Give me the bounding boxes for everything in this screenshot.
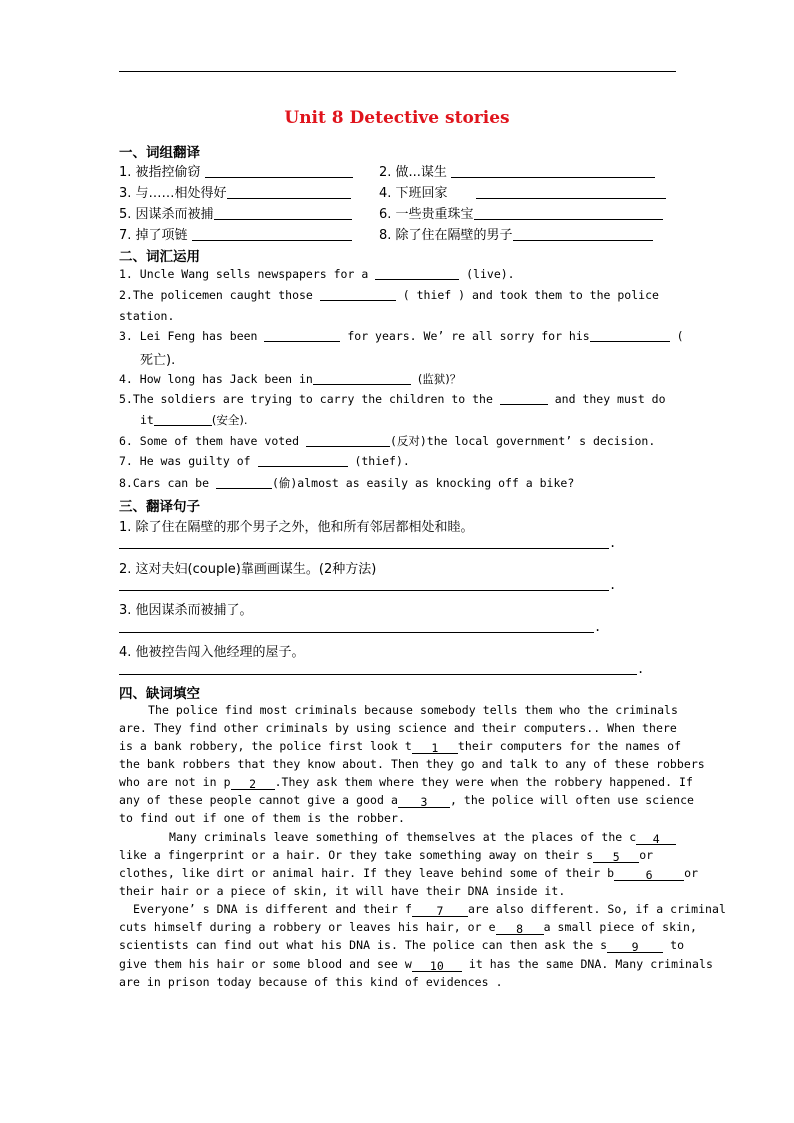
phrase-row-2 xyxy=(119,182,679,200)
passage-line: are in prison today because of this kind of evidences . xyxy=(119,975,503,989)
phrase-row-3 xyxy=(119,203,679,221)
passage-text: any of these people cannot give a good a xyxy=(119,793,398,807)
phrase-item xyxy=(379,182,666,201)
section-heading-vocabulary: 二、词汇运用 xyxy=(119,249,200,265)
passage-text: it has the same DNA. Many criminals xyxy=(468,957,713,971)
phrase-row-4 xyxy=(119,224,679,242)
question-text: ( xyxy=(676,329,684,343)
question-text: 6. Some of them have voted xyxy=(119,434,300,448)
question-text: 1. Uncle Wang sells newspapers for a xyxy=(119,267,369,281)
passage-text: like a fingerprint or a hair. Or they take something away on their s xyxy=(119,848,594,862)
passage-line xyxy=(119,775,693,790)
answer-blank[interactable] xyxy=(154,413,212,426)
question-text: station. xyxy=(119,309,175,323)
answer-blank[interactable] xyxy=(375,267,459,280)
passage-line xyxy=(169,830,676,845)
phrase-item xyxy=(379,203,663,222)
cloze-blank-2[interactable]: 2 xyxy=(231,777,275,790)
phrase-label: 4. 下班回家 xyxy=(379,186,448,201)
passage-line xyxy=(119,938,684,953)
translation-question-1: 1. 除了住在隔壁的那个男子之外，他和所有邻居都相处和睦。 xyxy=(119,520,474,535)
question-text: 2.The policemen caught those xyxy=(119,288,313,302)
translation-answer-line[interactable] xyxy=(119,590,609,591)
cloze-blank-7[interactable]: 7 xyxy=(412,904,468,917)
phrase-label: 2. 做...谋生 xyxy=(379,165,447,180)
phrase-row-1 xyxy=(119,161,679,179)
vocab-question-4 xyxy=(119,371,461,387)
question-text: 死亡). xyxy=(140,353,176,368)
phrase-item xyxy=(119,224,352,243)
vocab-question-5-cont xyxy=(140,412,248,428)
answer-blank[interactable] xyxy=(227,186,351,199)
question-text: (live). xyxy=(466,267,515,281)
question-text: 8.Cars can be xyxy=(119,476,210,490)
phrase-label: 8. 除了住在隔壁的男子 xyxy=(379,228,513,243)
passage-text: to xyxy=(670,938,685,952)
period: . xyxy=(609,578,617,592)
passage-line xyxy=(119,920,697,935)
passage-line: to find out if one of them is the robber. xyxy=(119,811,405,825)
phrase-label: 5. 因谋杀而被捕 xyxy=(119,207,214,222)
cloze-blank-9[interactable]: 9 xyxy=(607,940,663,953)
page-title: Unit 8 Detective stories xyxy=(284,108,510,128)
question-text: ( thief ) and took them to the police xyxy=(402,288,659,302)
question-text: for years. We’ re all sorry for his xyxy=(347,329,590,343)
vocab-question-2 xyxy=(119,288,659,302)
passage-text: a small piece of skin, xyxy=(543,920,697,934)
section-heading-sentence-translation: 三、翻译句子 xyxy=(119,499,200,515)
passage-text: is a bank robbery, the police first look t xyxy=(119,739,412,753)
passage-text: Many criminals leave something of themselves at the places of the c xyxy=(169,830,637,844)
answer-blank[interactable] xyxy=(320,288,396,301)
question-text: it xyxy=(140,413,154,427)
translation-question-4: 4. 他被控告闯入他经理的屋子。 xyxy=(119,645,305,660)
passage-text: or xyxy=(639,848,654,862)
answer-blank[interactable] xyxy=(313,372,411,385)
question-text: and they must do xyxy=(554,392,666,406)
cloze-blank-1[interactable]: 1 xyxy=(412,741,458,754)
cloze-blank-3[interactable]: 3 xyxy=(398,795,450,808)
passage-text: , the police will often use science xyxy=(449,793,695,807)
section-heading-cloze: 四、缺词填空 xyxy=(119,686,200,702)
passage-text: Everyone’ s DNA is different and their f xyxy=(133,902,412,916)
question-text: (偷)almost as easily as knocking off a bike? xyxy=(271,476,575,490)
passage-line xyxy=(119,866,698,881)
answer-blank[interactable] xyxy=(214,207,352,220)
vocab-question-1 xyxy=(119,267,515,281)
passage-text: or xyxy=(684,866,699,880)
question-text: 3. Lei Feng has been xyxy=(119,329,258,343)
translation-answer-line[interactable] xyxy=(119,632,594,633)
phrase-item xyxy=(119,203,352,222)
question-text: 7. He was guilty of xyxy=(119,454,251,468)
phrase-label: 6. 一些贵重珠宝 xyxy=(379,207,474,222)
vocab-question-7 xyxy=(119,454,410,468)
period: . xyxy=(594,620,602,634)
phrase-item xyxy=(379,224,653,243)
phrase-item xyxy=(379,161,655,180)
passage-line xyxy=(119,848,653,863)
phrase-item xyxy=(119,161,353,180)
cloze-blank-8[interactable]: 8 xyxy=(496,922,544,935)
header-rule xyxy=(119,71,676,72)
cloze-blank-6[interactable]: 6 xyxy=(614,868,684,881)
passage-text: are also different. So, if a criminal xyxy=(467,902,726,916)
passage-text: cuts himself during a robbery or leaves his hair, or e xyxy=(119,920,496,934)
cloze-blank-5[interactable]: 5 xyxy=(593,850,639,863)
phrase-item xyxy=(119,182,351,201)
passage-line xyxy=(119,957,713,972)
period: . xyxy=(609,536,617,550)
passage-text: clothes, like dirt or animal hair. If they leave behind some of their b xyxy=(119,866,615,880)
translation-answer-line[interactable] xyxy=(119,674,637,675)
answer-blank[interactable] xyxy=(306,434,390,447)
vocab-question-5 xyxy=(119,392,666,406)
translation-answer-line[interactable] xyxy=(119,548,609,549)
passage-text: who are not in p xyxy=(119,775,231,789)
question-text: 5.The soldiers are trying to carry the children to the xyxy=(119,392,493,406)
passage-line: the bank robbers that they know about. Then they go and talk to any of these robbers xyxy=(119,757,705,771)
translation-question-2: 2. 这对夫妇(couple)靠画画谋生。(2种方法) xyxy=(119,562,377,577)
passage-text: give them his hair or some blood and see w xyxy=(119,957,412,971)
vocab-question-6 xyxy=(119,433,655,449)
passage-line xyxy=(119,739,681,754)
question-text: 4. How long has Jack been in xyxy=(119,372,313,386)
period: . xyxy=(637,662,645,676)
translation-question-3: 3. 他因谋杀而被捕了。 xyxy=(119,603,253,618)
answer-blank[interactable] xyxy=(264,329,340,342)
answer-blank[interactable] xyxy=(451,165,655,178)
passage-text: .They ask them where they were when the robbery happened. If xyxy=(274,775,693,789)
passage-line: their hair or a piece of skin, it will have their DNA inside it. xyxy=(119,884,566,898)
question-text: (thief). xyxy=(354,454,410,468)
passage-line: The police find most criminals because somebody tells them who the criminals xyxy=(148,703,678,717)
passage-line xyxy=(119,793,694,808)
question-text: (反对)the local government’ s decision. xyxy=(389,434,656,448)
question-text: (监狱)？ xyxy=(417,372,462,386)
question-text: (安全). xyxy=(211,413,248,427)
cloze-blank-10[interactable]: 10 xyxy=(412,959,462,972)
passage-text: their computers for the names of xyxy=(457,739,682,753)
phrase-label: 3. 与……相处得好 xyxy=(119,186,227,201)
answer-blank[interactable] xyxy=(216,476,272,489)
phrase-label: 1. 被指控偷窃 xyxy=(119,165,201,180)
section-heading-phrase-translation: 一、词组翻译 xyxy=(119,145,200,161)
answer-blank[interactable] xyxy=(205,165,353,178)
answer-blank[interactable] xyxy=(258,454,348,467)
cloze-blank-4[interactable]: 4 xyxy=(636,832,676,845)
passage-line xyxy=(133,902,726,917)
answer-blank[interactable] xyxy=(590,329,670,342)
vocab-question-3 xyxy=(119,329,684,343)
answer-blank[interactable] xyxy=(513,228,653,241)
answer-blank[interactable] xyxy=(192,228,352,241)
passage-text: scientists can find out what his DNA is. The police can then ask the s xyxy=(119,938,608,952)
answer-blank[interactable] xyxy=(500,392,548,405)
vocab-question-8 xyxy=(119,475,574,491)
answer-blank[interactable] xyxy=(476,186,666,199)
phrase-label: 7. 掉了项链 xyxy=(119,228,188,243)
passage-line: are. They find other criminals by using science and their computers.. When there xyxy=(119,721,677,735)
answer-blank[interactable] xyxy=(474,207,663,220)
